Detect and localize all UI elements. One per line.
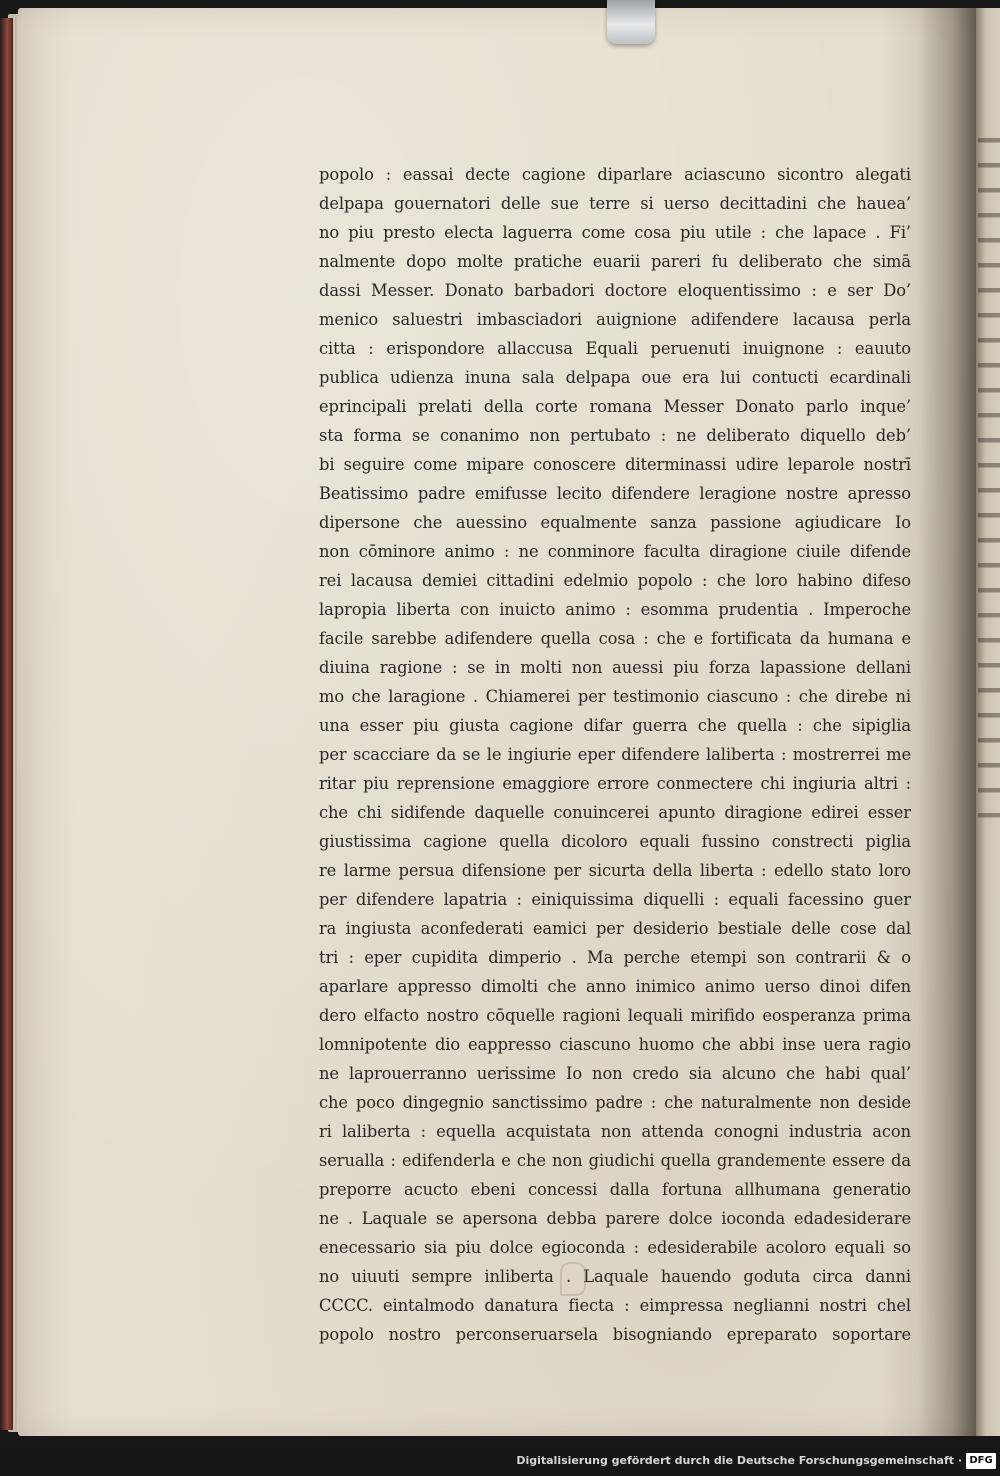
facing-page-edge (976, 8, 1000, 1436)
text-line: per scacciare da se le ingiurie eper difendere laliberta : mostrerrei me (319, 745, 911, 764)
text-line: enecessario sia piu dolce egioconda : edesiderabile acoloro equali so (319, 1238, 911, 1257)
footer-bar (0, 1448, 1000, 1476)
text-line: che chi sidifende daquelle conuincerei apunto diragione edirei esser (319, 803, 911, 822)
text-line: ri laliberta : equella acquistata non attenda conogni industria acon (319, 1122, 911, 1141)
text-line: no piu presto electa laguerra come cosa piu utile : che lapace . Fi’ (319, 223, 911, 242)
text-line: menico saluestri imbasciadori auignione adifendere lacausa perla (319, 310, 911, 329)
text-line: ne laprouerranno uerissime Io non credo sia alcuno che habi qual’ (319, 1064, 911, 1083)
text-line: popolo nostro perconseruarsela bisogniando epreparato soportare (319, 1325, 911, 1344)
text-line: delpapa gouernatori delle sue terre si uerso decittadini che hauea’ (319, 194, 911, 213)
text-line: ne . Laquale se apersona debba parere dolce ioconda edadesiderare (319, 1209, 911, 1228)
text-line: re larme persua difensione per sicurta della liberta : edello stato loro (319, 861, 911, 880)
faint-show-through-mark (560, 1262, 586, 1296)
text-line: nalmente dopo molte pratiche euarii pareri fu deliberato che simā (319, 252, 911, 271)
text-line: che poco dingegnio sanctissimo padre : che naturalmente non deside (319, 1093, 911, 1112)
text-line: dipersone che auessino equalmente sanza passione agiudicare Io (319, 513, 911, 532)
text-line: diuina ragione : se in molti non auessi piu forza lapassione dellani (319, 658, 911, 677)
text-line: Beatissimo padre emifusse lecito difendere leragione nostre apresso (319, 484, 911, 503)
text-line: CCCC. eintalmodo danatura fiecta : eimpressa neglianni nostri chel (319, 1296, 911, 1315)
text-line: una esser piu giusta cagione difar guerra che quella : che sipiglia (319, 716, 911, 735)
text-line: facile sarebbe adifendere quella cosa : che e fortificata da humana e (319, 629, 911, 648)
funding-credit: Digitalisierung gefördert durch die Deutsche Forschungsgemeinschaft · (516, 1454, 962, 1467)
dfg-logo: DFG (966, 1453, 996, 1469)
text-line: publica udienza inuna sala delpapa oue era lui contucti ecardinali (319, 368, 911, 387)
text-line: dero elfacto nostro cōquelle ragioni lequali mirifido eosperanza prima (319, 1006, 911, 1025)
text-line: popolo : eassai decte cagione diparlare aciascuno sicontro alegati (319, 165, 911, 184)
text-line: no uiuuti sempre inliberta . Laquale hauendo goduta circa danni (319, 1267, 911, 1286)
text-line: non cōminore animo : ne conminore faculta diragione ciuile difende (319, 542, 911, 561)
page-clip (607, 0, 655, 44)
book-cover-edge (0, 18, 13, 1430)
text-line: mo che laragione . Chiamerei per testimonio ciascuno : che direbe ni (319, 687, 911, 706)
text-line: rei lacausa demiei cittadini edelmio popolo : che loro habino difeso (319, 571, 911, 590)
text-line: eprincipali prelati della corte romana Messer Donato parlo inque’ (319, 397, 911, 416)
text-line: giustissima cagione quella dicoloro equali fussino constrecti piglia (319, 832, 911, 851)
text-line: per difendere lapatria : einiquissima diquelli : equali facessino guer (319, 890, 911, 909)
text-line: tri : eper cupidita dimperio . Ma perche etempi son contrarii & o (319, 948, 911, 967)
text-line: ritar piu reprensione emaggiore errore conmectere chi ingiuria altri : (319, 774, 911, 793)
printed-text-block (319, 160, 911, 1349)
text-line: dassi Messer. Donato barbadori doctore eloquentissimo : e ser Do’ (319, 281, 911, 300)
text-line: citta : erispondore allaccusa Equali peruenuti inuignone : eauuto (319, 339, 911, 358)
text-line: ra ingiusta aconfederati eamici per desiderio bestiale delle cose dal (319, 919, 911, 938)
text-line: preporre acucto ebeni concessi dalla fortuna allhumana generatio (319, 1180, 911, 1199)
facing-page-text-fragments (978, 138, 1000, 838)
text-line: serualla : edifenderla e che non giudichi quella grandemente essere da (319, 1151, 911, 1170)
text-line: lapropia liberta con inuicto animo : esomma prudentia . Imperoche (319, 600, 911, 619)
text-line: sta forma se conanimo non pertubato : ne deliberato diquello deb’ (319, 426, 911, 445)
text-line: bi seguire come mipare conoscere diterminassi udire leparole nostrī (319, 455, 911, 474)
text-line: aparlare appresso dimolti che anno inimico animo uerso dinoi difen (319, 977, 911, 996)
text-line: lomnipotente dio eappresso ciascuno huomo che abbi inse uera ragio (319, 1035, 911, 1054)
